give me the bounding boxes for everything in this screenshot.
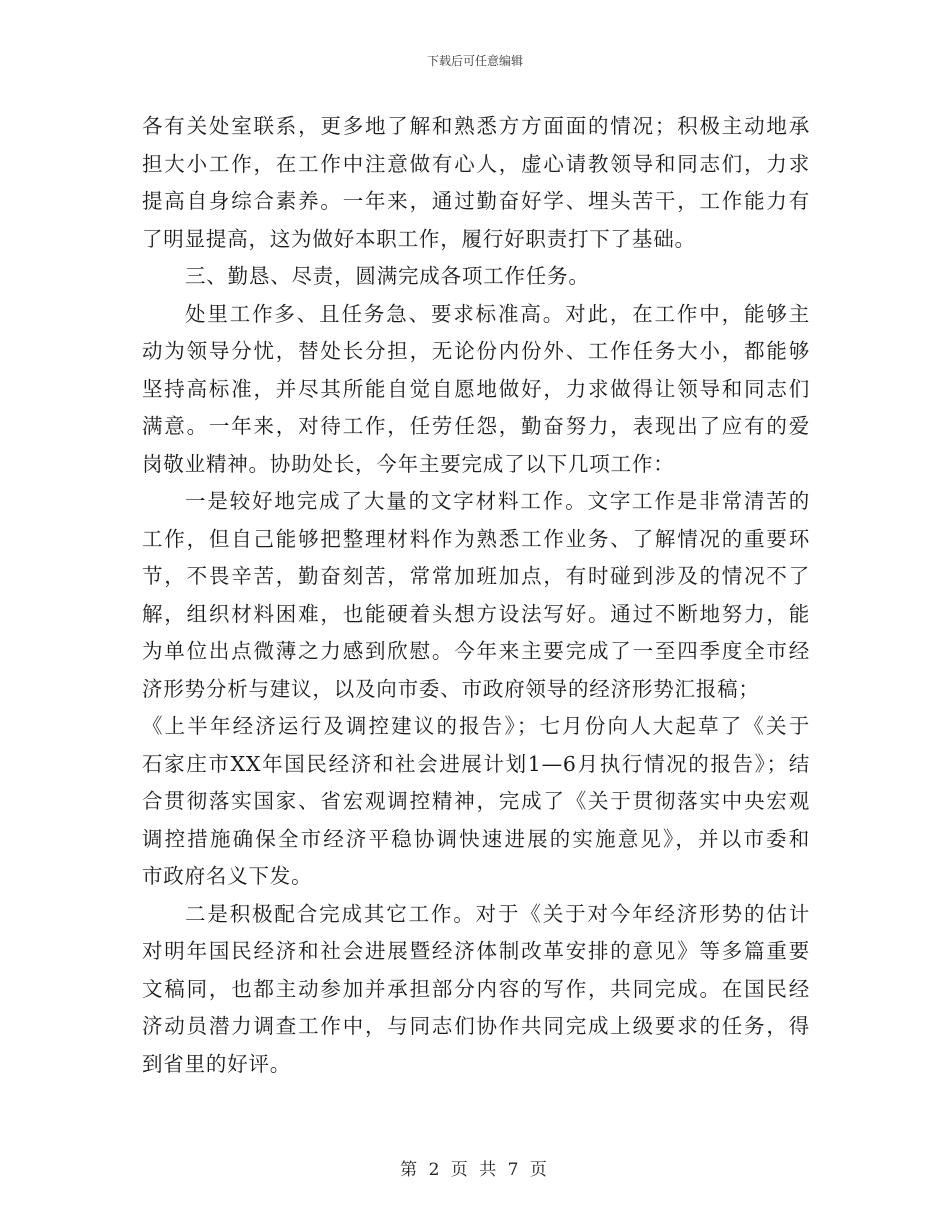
page-number-footer: 第 2 页 共 7 页 xyxy=(400,1160,550,1180)
text-line: 动为领导分忧，替处长分担，无论份内份外、工作任务大小，都能够 xyxy=(142,339,810,363)
text-line: 满意。一年来，对待工作，任劳任怨，勤奋努力，表现出了应有的爱 xyxy=(142,414,810,438)
text-line: 解，组织材料困难，也能硬着头想方设法写好。通过不断地努力，能 xyxy=(142,601,810,626)
text-line: 对明年国民经济和社会进展暨经济体制改革安排的意见》等多篇重要 xyxy=(142,939,810,963)
text-line: 岗敬业精神。协助处长，今年主要完成了以下几项工作： xyxy=(142,451,675,476)
text-line: 济动员潜力调查工作中，与同志们协作共同完成上级要求的任务，得 xyxy=(142,1014,810,1038)
text-line: 提高自身综合素养。一年来，通过勤奋好学、埋头苦干，工作能力有 xyxy=(142,189,810,213)
text-line: 济形势分析与建议，以及向市委、市政府领导的经济形势汇报稿； xyxy=(142,676,760,701)
document-body xyxy=(142,108,810,1083)
text-line: 《上半年经济运行及调控建议的报告》；七月份向人大起草了《关于 xyxy=(142,714,810,738)
text-line: 一是较好地完成了大量的文字材料工作。文字工作是非常清苦的 xyxy=(185,489,810,513)
text-line: 文稿同，也都主动参加并承担部分内容的写作，共同完成。在国民经 xyxy=(142,976,810,1001)
section-heading: 三、勤恳、尽责，圆满完成各项工作任务。 xyxy=(185,264,590,288)
text-line: 到省里的好评。 xyxy=(142,1051,292,1076)
text-line: 合贯彻落实国家、省宏观调控精神，完成了《关于贯彻落实中央宏观 xyxy=(142,789,810,813)
text-line: 坚持高标准，并尽其所能自觉自愿地做好，力求做得让领导和同志们 xyxy=(142,376,810,401)
text-line: 为单位出点微薄之力感到欣慰。今年来主要完成了一至四季度全市经 xyxy=(142,639,810,663)
page-header: 下载后可任意编辑 xyxy=(426,54,523,68)
text-line: 工作，但自己能够把整理材料作为熟悉工作业务、了解情况的重要环 xyxy=(142,526,810,551)
text-line: 石家庄市XX年国民经济和社会进展计划1—6月执行情况的报告》；结 xyxy=(142,751,810,776)
text-line: 调控措施确保全市经济平稳协调快速进展的实施意见》，并以市委和 xyxy=(142,826,810,851)
text-line: 二是积极配合完成其它工作。对于《关于对今年经济形势的估计 xyxy=(185,901,810,926)
text-line: 处里工作多、且任务急、要求标准高。对此，在工作中，能够主 xyxy=(185,301,810,326)
text-line: 担大小工作，在工作中注意做有心人，虚心请教领导和同志们，力求 xyxy=(142,151,810,176)
text-line: 了明显提高，这为做好本职工作，履行好职责打下了基础。 xyxy=(142,226,696,251)
text-line: 节，不畏辛苦，勤奋刻苦，常常加班加点，有时碰到涉及的情况不了 xyxy=(142,564,810,588)
text-line: 市政府名义下发。 xyxy=(142,864,313,888)
text-line: 各有关处室联系，更多地了解和熟悉方方面面的情况；积极主动地承 xyxy=(142,114,810,138)
